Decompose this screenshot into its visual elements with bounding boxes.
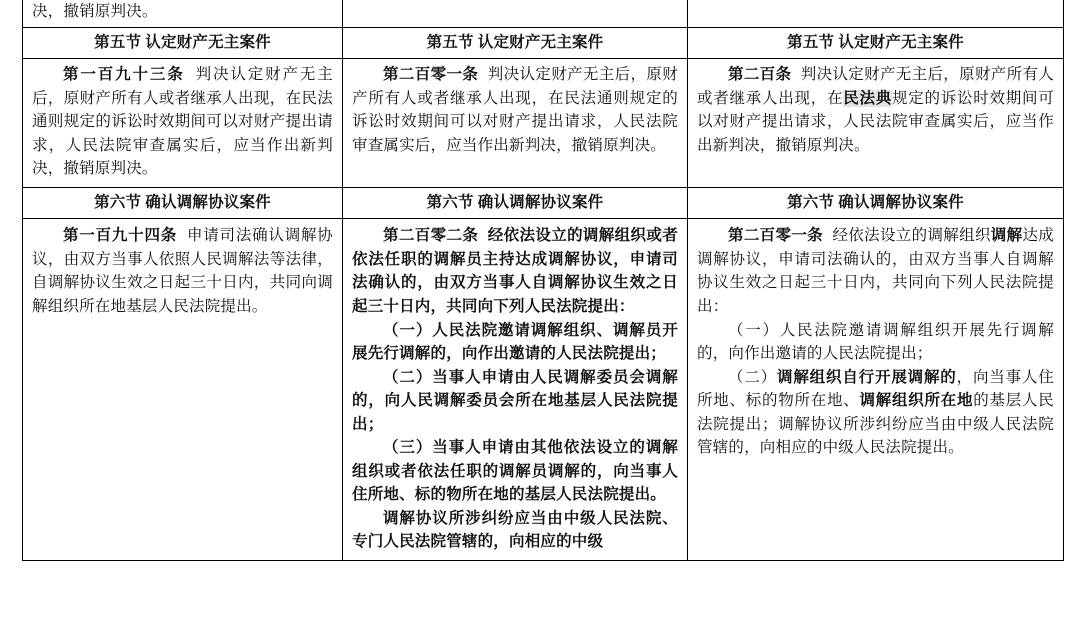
article-201b-item-1: （一）人民法院邀请调解组织开展先行调解的，向作出邀请的人民法院提出； — [697, 321, 1054, 363]
cell-section-six-col3 — [688, 219, 1064, 561]
article-201b-item-2-text-1: ，向当事人住所地、标的物所在地、 — [697, 368, 1054, 410]
table-row-section-five-header — [23, 27, 1064, 59]
cell-section-five-col2 — [343, 59, 688, 188]
table-row-top-fragment — [23, 0, 1064, 27]
cell-top-fragment-col2 — [343, 0, 688, 27]
section-five-title-col1: 第五节 认定财产无主案件 — [23, 27, 343, 59]
article-201b-para1-b: 达成调解协议，申请司法确认的，由双方当事人自调解协议生效之日起三十日内，共同向下列人民法院提出： — [697, 227, 1055, 316]
article-number-202: 第二百零二条 — [383, 227, 479, 245]
section-six-title-col2: 第六节 确认调解协议案件 — [343, 187, 688, 219]
article-202-item-1: （一）人民法院邀请调解组织、调解员开展先行调解的，向作出邀请的人民法院提出； — [352, 321, 678, 363]
article-201b-item-2-num: （二） — [728, 368, 777, 386]
article-number-201: 第二百零一条 — [383, 66, 479, 84]
article-201b-item-2-bold-2: 调解组织所在地 — [859, 392, 974, 410]
comparison-table — [22, 0, 1064, 561]
article-201b-item-2-text-2: 的基层人民法院提出；调解协议所涉纠纷应当由中级人民法院管辖的，向相应的中级人民法院提出。 — [697, 392, 1054, 457]
article-202-para2: 调解协议所涉纠纷应当由中级人民法院、专门人民法院管辖的，向相应的中级 — [352, 509, 678, 551]
table-row-section-five-body — [23, 59, 1064, 188]
table-row-section-six-body — [23, 219, 1064, 561]
article-text-194: 申请司法确认调解协议，由双方当事人依照人民调解法等法律，自调解协议生效之日起三十日内，共同向调解组织所在地基层人民法院提出。 — [32, 227, 333, 316]
article-202-item-2: （二）当事人申请由人民调解委员会调解的，向人民调解委员会所在地基层人民法院提出； — [352, 368, 678, 433]
article-text-200-a: 判决认定财产无主后，原财产所有人或者继承人出现，在 — [697, 66, 1054, 107]
highlight-minfadian: 民法典 — [843, 89, 893, 107]
article-202-item-3: （三）当事人申请由其他依法设立的调解组织或者依法任职的调解员调解的，向当事人住所地、标的物所在地的基层人民法院提出。 — [352, 439, 678, 504]
cell-top-fragment-col1 — [23, 0, 343, 27]
article-text-200-b: 规定的诉讼时效期间可以对财产提出请求，人民法院审查属实后，应当作出新判决，撤销原判决。 — [697, 89, 1054, 154]
section-five-title-col3: 第五节 认定财产无主案件 — [688, 27, 1064, 59]
cell-top-fragment-col3 — [688, 0, 1064, 27]
article-201b-para1-a: 经依法设立的调解组织 — [832, 227, 991, 245]
section-five-title-col2: 第五节 认定财产无主案件 — [343, 27, 688, 59]
article-number-193: 第一百九十三条 — [63, 66, 185, 84]
article-number-201b: 第二百零一条 — [728, 227, 824, 245]
section-six-title-col1: 第六节 确认调解协议案件 — [23, 187, 343, 219]
table-row-section-six-header — [23, 187, 1064, 219]
cell-section-six-col2 — [343, 219, 688, 561]
cell-section-five-col1 — [23, 59, 343, 188]
article-text-201: 判决认定财产无主后，原财产所有人或者继承人出现，在民法通则规定的诉讼时效期间可以对财产提出请求，人民法院审查属实后，应当作出新判决，撤销原判决。 — [352, 66, 678, 154]
article-text-202-para1: 经依法设立的调解组织或者依法任职的调解员主持达成调解协议，申请司法确认的，由双方当事人自调解协议生效之日起三十日内，共同向下列人民法院提出： — [352, 227, 678, 316]
cell-section-six-col1 — [23, 219, 343, 561]
cell-section-five-col3 — [688, 59, 1064, 188]
article-number-194: 第一百九十四条 — [63, 227, 178, 245]
top-fragment-text: 决，撤销原判决。 — [32, 3, 158, 20]
section-six-title-col3: 第六节 确认调解协议案件 — [688, 187, 1064, 219]
article-text-193: 判决认定财产无主后，原财产所有人或者继承人出现，在民法通则规定的诉讼时效期间可以对财产提出请求，人民法院审查属实后，应当作出新判决，撤销原判决。 — [32, 66, 333, 178]
article-number-200: 第二百条 — [728, 66, 792, 84]
highlight-tiaojie: 调解 — [990, 227, 1023, 245]
article-201b-item-2-bold-1: 调解组织自行开展调解的 — [777, 368, 957, 386]
